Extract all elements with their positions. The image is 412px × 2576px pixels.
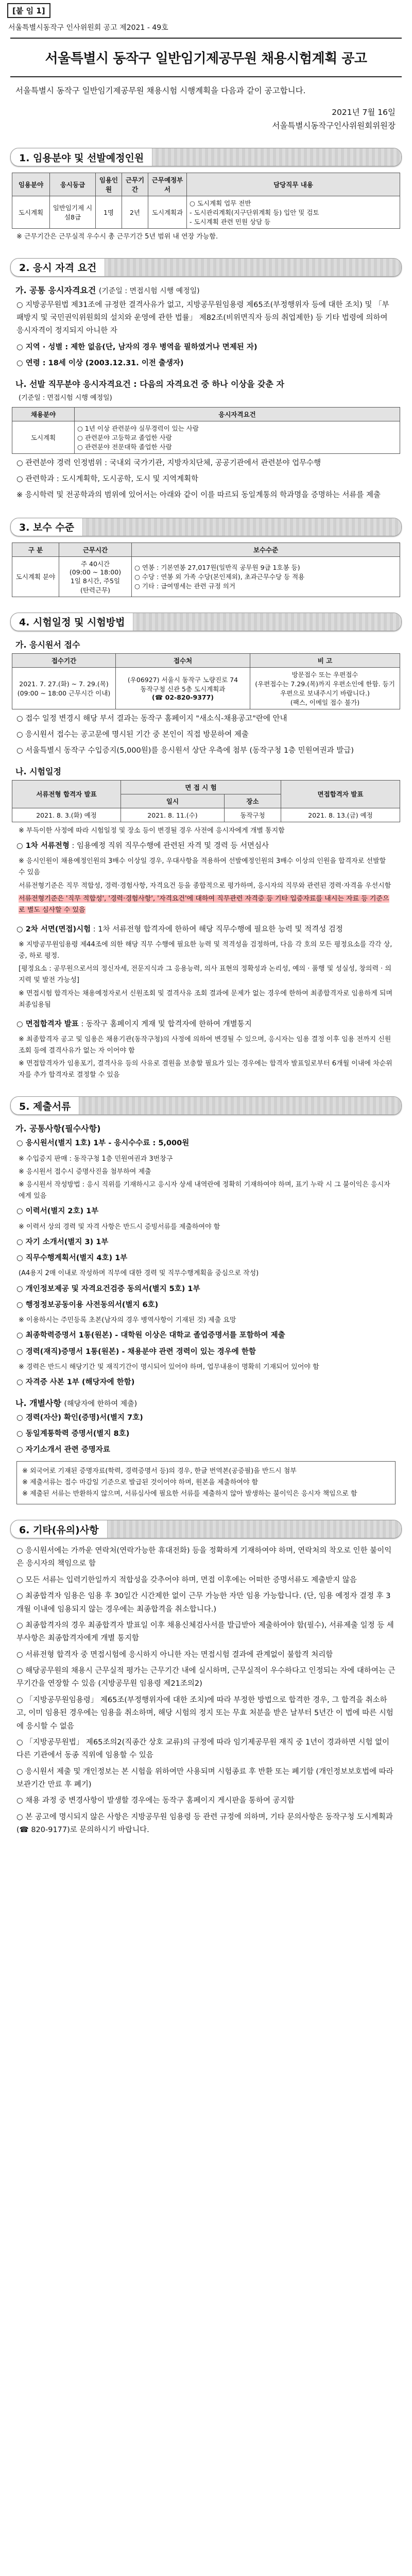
requirements-table xyxy=(12,407,400,454)
period-line: (09:00 ~ 18:00 근무시간 이내) xyxy=(17,689,111,697)
result-title: ○ 면접합격자 발표 xyxy=(16,1020,79,1028)
step1-line: 서류전형기준은 직무 적합성, 경력·경험사항, 자격요건 등을 종합적으로 평가하며, 응시자의 직무와 관련된 경력·자격을 우선시함 xyxy=(19,882,391,890)
sec5-sub-na-title: 나. 개별사항 xyxy=(15,1398,61,1408)
cell-final-result: 2021. 8. 13.(금) 예정 xyxy=(281,808,400,822)
sec4-bullet: ○ 접수 일정 변경시 해당 부서 결과는 동작구 홈페이지 "새소식-채용공고"란에 안내 xyxy=(16,714,287,723)
page-title: 서울특별시 동작구 일반임기제공무원 채용시험계획 공고 xyxy=(45,51,367,66)
issuer: 서울특별시동작구인사위원회위원장 xyxy=(272,121,396,131)
step1-title: ○ 1차 서류전형 xyxy=(16,841,70,850)
th-grade: 응시등급 xyxy=(50,173,96,196)
heading-bar xyxy=(152,148,401,166)
sec2-sub-b-title: 나. 선발 직무분야 응시자격요건 xyxy=(15,379,131,389)
heading-bar xyxy=(83,518,401,536)
indiv-item: ○ 경력(자산) 확인(증명)서(별지 7호) xyxy=(16,1413,143,1422)
req-line: ○ 관련분야 전문대학 졸업한 사람 xyxy=(77,443,172,451)
notice-date: 2021년 7월 16일 xyxy=(332,107,396,117)
section-1-title: 1. 임용분야 및 선발예정인원 xyxy=(11,148,152,166)
step1-line: ※ 응시인원이 채용예정인원의 3배수 이상일 경우, 우대사항을 적용하여 선발예정인원의 3배수 이상의 인원을 합격자로 선발할 수 있음 xyxy=(19,857,386,877)
sec2-sub-b-ref: (기준일 : 면접시험 시행 예정일) xyxy=(19,394,112,402)
req-line: ○ 관련분야 고등학교 졸업한 사람 xyxy=(77,433,172,442)
title-block xyxy=(10,38,402,77)
hours-line: (09:00 ~ 18:00) xyxy=(69,568,122,576)
place-phone: (☎ 02-820-9377) xyxy=(151,693,214,702)
table-row xyxy=(12,556,400,597)
caution-line: ○ 본 공고에 명시되지 않은 사항은 지방공무원 임용령 등 관련 규정에 의하며, 기타 문의사항은 동작구청 도시계획과(☎ 820-9177)로 문의하시기 바랍니다. xyxy=(16,1812,393,1835)
th-count: 임용인원 xyxy=(96,173,122,196)
receipt-table xyxy=(12,653,400,709)
doc-item-sub: ※ 응시원서 작성방법 : 응시 직위를 기재하시고 응시자 상세 내역란에 정확히 기재하여야 하며, 표기 누락 시 그 불이익은 응시자에게 있음 xyxy=(19,1181,390,1200)
table-header-row xyxy=(12,653,400,667)
cell-field: 도시계획 분야 xyxy=(12,556,59,597)
th-hours: 근무시간 xyxy=(59,543,132,556)
caution-line: ○ 「지방공무원임용령」 제65조(부정행위자에 대한 조치)에 따라 부정한 방법으로 합격한 경우, 그 합격을 취소하고, 이미 임용된 경우에는 임용을 취소하며, 해당 시험의 정지 또는 무효 처분을 받은 날부터 5년간 이 법에 따른 시험에 응시할 수 없음 xyxy=(16,1696,393,1731)
cell-doc-result: 2021. 8. 3.(화) 예정 xyxy=(12,808,121,822)
sec2-sub-a xyxy=(15,284,397,296)
section-2-heading xyxy=(10,258,402,277)
cell-hours xyxy=(59,556,132,597)
th-date: 일시 xyxy=(121,794,225,808)
sec2-sub-b-tail: : 다음의 자격요건 중 하나 이상을 갖춘 자 xyxy=(130,379,284,389)
section-3-heading xyxy=(10,518,402,536)
section-2-title: 2. 응시 자격 요건 xyxy=(11,259,105,276)
result-line: ※ 최종합격자 공고 및 임용은 채용기관(동작구청)의 사정에 의하여 변경될 수 있으며, 응시자는 임용 결정 이후 임용 전까지 신원조회 등에 결격사유가 없는 자 이어야 함 xyxy=(19,1036,391,1055)
doc-item-sub: ※ 이력서 상의 경력 및 자격 사항은 반드시 증빙서류를 제출하여야 함 xyxy=(19,1223,220,1231)
step1-text: : 임용예정 직위 직무수행에 관련된 자격 및 경력 등 서면심사 xyxy=(69,841,269,850)
sec5-sub-na xyxy=(15,1397,397,1409)
doc-item: ○ 자격증 사본 1부 (해당자에 한함) xyxy=(16,1378,135,1387)
th-note: 비 고 xyxy=(250,653,400,667)
th-period: 접수기간 xyxy=(12,653,116,667)
caution-line: ○ 최종합격자 임용은 임용 후 30일간 시간제한 없이 근무 가능한 자만 임용 가능합니다. (단, 임용 예정자 결정 후 3개월 이내에 임용되지 않는 경우에는 최종합격을 취소합니다.) xyxy=(16,1592,391,1614)
result-line: ※ 면접합격자가 임용포기, 결격사유 등의 사유로 결원을 보충할 필요가 있는 경우에는 합격자 발표일로부터 6개월 이내에 차순위자를 추가 합격자로 결정할 수 있음 xyxy=(19,1060,392,1079)
sec2-after: ※ 응시학력 및 전공학과의 범위에 있어서는 아래와 같이 이를 따르되 동일계통의 학과명을 증명하는 서류를 제출 xyxy=(16,491,381,500)
cell-reqs xyxy=(75,421,400,453)
cell-period: 2년 xyxy=(122,196,148,229)
duty-line: - 도시계획 관련 민원 상담 등 xyxy=(190,218,271,226)
note-line: 방문접수 또는 우편접수 xyxy=(291,670,358,679)
table-row xyxy=(12,667,400,709)
caution-line: ○ 서류전형 합격자 중 면접시험에 응시하지 아니한 자는 면접시험 결과에 관계없이 불합격 처리함 xyxy=(16,1650,333,1659)
th-dept: 근무예정부서 xyxy=(148,173,187,196)
sec5-sub-na-note: (해당자에 한하여 제출) xyxy=(64,1399,138,1408)
caution-line: ○ 모든 서류는 입력기한일까지 적합성을 갖추어야 하며, 면접 이후에는 어떠한 증명서류도 제출받지 않음 xyxy=(16,1575,357,1584)
doc-item: ○ 최종학력증명서 1통(원본) - 대학원 이상은 대학교 졸업증명서를 포함하여 제출 xyxy=(16,1331,285,1340)
section-1-heading xyxy=(10,148,402,166)
th-type: 구 분 xyxy=(12,543,59,556)
duty-line: ○ 도시계획 업무 전반 xyxy=(190,199,251,208)
place-line: 동작구청 신관 5층 도시계획과 xyxy=(140,685,226,693)
note-line: (팩스, 이메일 접수 불가) xyxy=(290,698,360,706)
sec2-bullet: ○ 지역 · 성별 : 제한 없음(단, 남자의 경우 병역을 필하였거나 면제된 자) xyxy=(16,343,258,351)
caution-line: ○ 응시원서에는 가까운 연락처(연락가능한 휴대전화) 등을 정확하게 기재하여야 하며, 연락처의 착오로 인한 불이익은 응시자의 책임으로 함 xyxy=(16,1547,392,1568)
section-6-title: 6. 기타(유의)사항 xyxy=(11,1520,108,1538)
table-row xyxy=(12,421,400,453)
cell-grade: 일반임기제 시설8급 xyxy=(50,196,96,229)
result-text: : 동작구 홈페이지 게재 및 합격자에 한하여 개별통지 xyxy=(78,1020,252,1028)
cell-pay xyxy=(132,556,400,597)
caution-line: ○ 해당공무원의 채용시 근무실적 평가는 근무기간 내에 실시하며, 근무실적이 우수하다고 인정되는 자에 대하여는 근무기간을 연장할 수 있음 (지방공무원 임용령 제21조의2) xyxy=(16,1667,396,1688)
sec4-sub-ga: 가. 응시원서 접수 xyxy=(15,639,80,650)
th-period: 근무기간 xyxy=(122,173,148,196)
cell-period xyxy=(12,667,116,709)
hours-line: 1일 8시간, 주5일 xyxy=(70,577,121,585)
caution-line: ○ 최종합격자의 경우 최종합격자 발표일 이후 채용신체검사서를 발급받아 제출하여야 함(필수), 서류제출 일정 등 세부사항은 최종합격자에게 개별 통지함 xyxy=(16,1621,394,1643)
cell-interview-place: 동작구청 xyxy=(224,808,281,822)
note-line: (우편접수는 7.29.(목)까지 우편소인에 한함. 등기우편으로 보내주시기 바랍니다.) xyxy=(255,680,395,697)
step2-line: ※ 지방공무원임용령 제44조에 의한 해당 직무 수행에 필요한 능력 및 적격성을 검정하며, 다음 각 호의 모든 평정요소를 각각 상, 중, 하로 평정. xyxy=(19,941,392,960)
cell-interview-date: 2021. 8. 11.(수) xyxy=(121,808,225,822)
table-header-row xyxy=(12,543,400,556)
section-4-title: 4. 시험일정 및 시험방법 xyxy=(11,613,133,631)
schedule-table xyxy=(12,780,400,822)
th-field: 임용분야 xyxy=(12,173,50,196)
box-note: ※ 제출서류는 접수 마감일 기준으로 발급된 것이어야 하며, 원본을 제출하여야 함 xyxy=(22,1478,259,1486)
cell-duties xyxy=(187,196,400,229)
positions-table xyxy=(12,173,400,229)
duty-line: - 도시관리계획(지구단위계획 등) 입안 및 검토 xyxy=(190,209,319,217)
cell-note xyxy=(250,667,400,709)
hours-line: 주 40시간 xyxy=(80,560,110,568)
caution-line: ○ 채용 과정 중 변경사항이 발생할 경우에는 동작구 홈페이지 게시판을 통하여 공지함 xyxy=(16,1797,295,1805)
sec2-after: ○ 관련분야 경력 인정범위 : 국내외 국가기관, 지방자치단체, 공공기관에서 관련분야 업무수행 xyxy=(16,459,321,467)
attachment-label: [붙 임 1] xyxy=(7,3,50,18)
cell-field: 도시계획 xyxy=(12,421,75,453)
place-line: (우06927) 서울시 동작구 노량진로 74 xyxy=(127,676,238,684)
period-line: 2021. 7. 27.(화) ~ 7. 29.(목) xyxy=(19,680,109,688)
sec2-bullet: ○ 연령 : 18세 이상 (2003.12.31. 이전 출생자) xyxy=(16,359,184,368)
th-final-result: 면접합격자 발표 xyxy=(281,780,400,808)
sec4-bullet: ○ 서울특별시 동작구 수입증지(5,000원)를 응시원서 상단 우측에 첨부 (동작구청 1층 민원여권과 발급) xyxy=(16,747,354,755)
section-6-heading xyxy=(10,1520,402,1538)
doc-item-sub: ※ 경력은 반드시 해당기간 및 재직기간이 명시되어 있어야 하며, 업무내용이 명확히 기재되어 있어야 함 xyxy=(19,1363,319,1371)
doc-item: ○ 직무수행계획서(별지 4호) 1부 xyxy=(16,1254,128,1263)
th-doc-result: 서류전형 합격자 발표 xyxy=(12,780,121,808)
th-place: 장소 xyxy=(224,794,281,808)
heading-bar xyxy=(105,259,401,276)
step2-line: [평정요소 : 공무원으로서의 정신자세, 전문지식과 그 응용능력, 의사 표현의 정확성과 논리성, 예의 · 품행 및 성실성, 창의력 · 의지력 및 발전 가능성] xyxy=(19,965,391,985)
indiv-item: ○ 동일계통학력 증명서(별지 8호) xyxy=(16,1429,130,1438)
th-field: 채용분야 xyxy=(12,407,75,421)
submission-notes-box xyxy=(16,1461,396,1504)
date-block xyxy=(16,106,396,133)
th-place: 접수처 xyxy=(116,653,250,667)
doc-item: ○ 행정정보공동이용 사전동의서(별지 6호) xyxy=(16,1300,159,1309)
step1-highlight: 서류전형기준은 '직무 적합성', '경력·경험사항', '자격요건'에 대하여 직무관련 자격증 등 기타 입증자료를 내시는 자료 등 기준으로 별도 심사할 수 있음 xyxy=(19,894,389,914)
pay-line: ○ 연봉 : 기본연봉 27,017원(일반직 공무원 9급 1호봉 등) xyxy=(134,564,300,572)
indiv-item: ○ 자기소개서 관련 증명자료 xyxy=(16,1446,110,1454)
table-row xyxy=(12,196,400,229)
table-row xyxy=(12,808,400,822)
doc-item-sub: ※ 응시원서 접수시 증명사진을 첨부하여 제출 xyxy=(19,1167,151,1176)
section-4-heading xyxy=(10,613,402,631)
cell-place xyxy=(116,667,250,709)
box-note: ※ 제출된 서류는 반환하지 않으며, 서류심사에 필요한 서류를 제출하지 않아 발생하는 불이익은 응시자 책임으로 함 xyxy=(22,1489,357,1498)
heading-bar xyxy=(108,1520,401,1538)
heading-bar xyxy=(133,613,401,631)
sec1-footnote: ※ 근무기간은 근무실적 우수시 총 근무기간 5년 범위 내 연장 가능함. xyxy=(16,233,218,241)
box-note: ※ 외국어로 기재된 증명자료(학력, 경력증명서 등)의 경우, 한글 번역본(공증필)을 반드시 첨부 xyxy=(22,1467,297,1475)
pay-line: ○ 기타 : 급여명세는 관련 규정 의거 xyxy=(134,582,235,590)
cell-field: 도시계획 xyxy=(12,196,50,229)
table-header-row xyxy=(12,780,400,794)
pay-table xyxy=(12,543,400,597)
section-5-title: 5. 제출서류 xyxy=(11,1097,79,1114)
intro-text: 서울특별시 동작구 일반임기제공무원 채용시험 시행계획을 다음과 같이 공고합니다. xyxy=(15,86,306,95)
sec5-sub-ga: 가. 공통사항(필수사항) xyxy=(15,1124,101,1134)
sec2-sub-a-title: 가. 공통 응시자격요건 xyxy=(15,285,96,295)
doc-item-sub: ※ 이용하시는 주민등록 초본(남자의 경우 병역사항이 기재된 것) 제출 요망 xyxy=(19,1316,236,1325)
step2-title: ○ 2차 서면(면접)시험 xyxy=(16,925,91,934)
section-3-title: 3. 보수 수준 xyxy=(11,518,83,536)
step2-more: ※ 면접시험 합격자는 채용예정자로서 신원조회 및 결격사유 조회 결과에 문제가 없는 경우에 한하여 최종합격자로 임용하게 되며 최종임용됨 xyxy=(19,989,392,1009)
notice-number: 서울특별시동작구 인사위원회 공고 제2021 - 49호 xyxy=(8,24,168,32)
doc-item-sub: (A4용지 2매 이내로 작성하며 직무에 대한 경력 및 직무수행계획을 중심으로 작성) xyxy=(19,1269,259,1278)
sec2-after: ○ 관련학과 : 도시계획학, 도시공학, 도시 및 지역계획학 xyxy=(16,474,199,483)
sec4-sub-na: 나. 시험일정 xyxy=(15,766,61,776)
doc-item-sub: ※ 수입증지 판매 : 동작구청 1층 민원여권과 3번창구 xyxy=(19,1155,173,1163)
step2-text: : 1차 서류전형 합격자에 한하여 해당 직무수행에 필요한 능력 및 적격성 검정 xyxy=(91,925,343,934)
heading-bar xyxy=(79,1097,401,1114)
pay-line: ○ 수당 : 연봉 외 가족 수당(본인제외), 초과근무수당 등 적용 xyxy=(134,573,305,581)
step1 xyxy=(16,840,396,853)
sec4-bullet: ○ 응시원서 접수는 공고문에 명시된 기간 중 본인이 직접 방문하여 제출 xyxy=(16,731,249,739)
th-pay: 보수수준 xyxy=(132,543,400,556)
step1-highlight-wrap xyxy=(19,893,393,916)
cell-dept: 도시계획과 xyxy=(148,196,187,229)
sec2-bullet: ○ 지방공무원법 제31조에 규정한 결격사유가 없고, 지방공무원임용령 제65조(부정행위자 등에 대한 조치) 및 「부패방지 및 국민권익위원회의 설치와 운영에 관한 법률」 제82조(비위면직자 등의 취업제한) 등 기타 법령에 의하여 응시자격이 정지되지 아니한 자 xyxy=(16,300,389,335)
result xyxy=(16,1018,396,1031)
caution-line: ○ 응시원서 제출 및 개인정보는 본 시험을 위하여만 사용되며 시험종료 후 반환 또는 폐기함 (개인정보보호법에 따라 보관기간 만료 후 폐기) xyxy=(16,1767,393,1789)
th-reqs: 응시자격요건 xyxy=(75,407,400,421)
table-header-row xyxy=(12,173,400,196)
table-header-row xyxy=(12,407,400,421)
sec2-sub-a-ref: (기준일 : 면접시험 시행 예정일) xyxy=(98,286,200,295)
th-interview: 면 접 시 험 xyxy=(121,780,281,794)
step2 xyxy=(16,923,396,936)
caution-line: ○ 「지방공무원법」 제65조의2(직종간 상호 교류)의 규정에 따라 임기제공무원 재직 중 1년이 경과하면 시험 없이 다른 기관에서 동종 직위에 임용할 수 있음 xyxy=(16,1738,390,1760)
section-5-heading xyxy=(10,1096,402,1115)
hours-line: (탄력근무) xyxy=(80,586,111,594)
sec2-sub-b xyxy=(15,378,397,389)
th-duties: 담당직무 내용 xyxy=(187,173,400,196)
doc-item: ○ 응시원서(별지 1호) 1부 - 응시수수료 : 5,000원 xyxy=(16,1139,190,1148)
doc-item: ○ 이력서(별지 2호) 1부 xyxy=(16,1207,99,1216)
sched-note: ※ 부득이한 사정에 따라 시험일정 및 장소 등이 변경될 경우 사전에 응시자에게 개별 통지함 xyxy=(19,826,285,835)
doc-item: ○ 경력(재직)증명서 1통(원본) - 채용분야 관련 경력이 있는 경우에 한함 xyxy=(16,1347,256,1356)
doc-item: ○ 개인정보제공 및 자격요건검증 동의서(별지 5호) 1부 xyxy=(16,1284,200,1293)
cell-count: 1명 xyxy=(96,196,122,229)
req-line: ○ 1년 이상 관련분야 실무경력이 있는 사람 xyxy=(77,424,199,432)
doc-item: ○ 자기 소개서(별지 3) 1부 xyxy=(16,1238,109,1246)
